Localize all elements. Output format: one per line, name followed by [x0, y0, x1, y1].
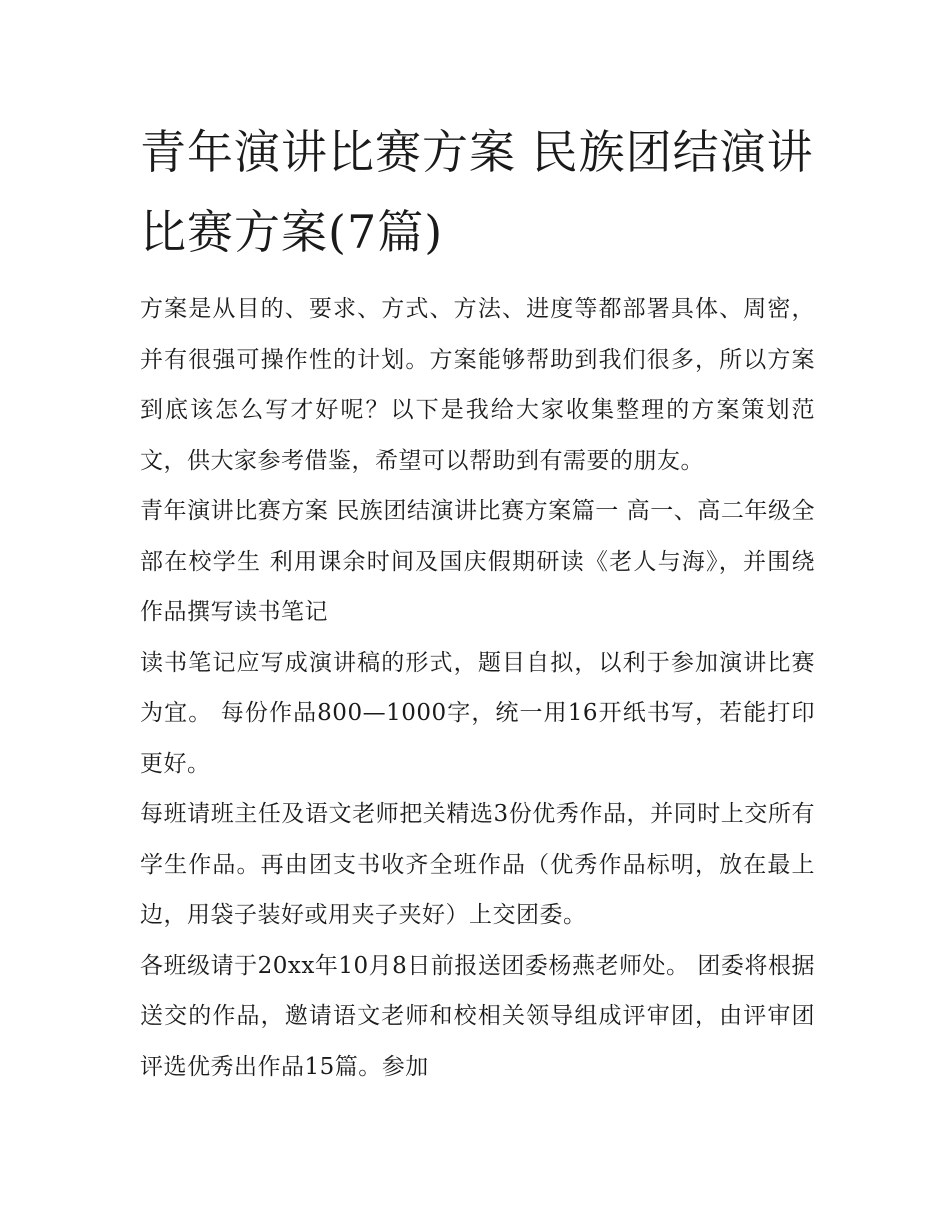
document-page — [140, 112, 815, 1092]
paragraph-deadline: 各班级请于20xx年10月8日前报送团委杨燕老师处。 团委将根据送交的作品，邀请语文老师和校相关领导组成评审团，由评审团评选优秀出作品15篇。参加 — [140, 952, 815, 1080]
document-title: 青年演讲比赛方案 民族团结演讲比赛方案(7篇) — [140, 125, 814, 259]
paragraph-class-selection: 每班请班主任及语文老师把关精选3份优秀作品，并同时上交所有学生作品。再由团支书收齐全班作品（优秀作品标明，放在最上边，用袋子装好或用夹子夹好）上交团委。 — [140, 801, 815, 928]
paragraph-intro: 方案是从目的、要求、方式、方法、进度等都部署具体、周密，并有很强可操作性的计划。方案能够帮助到我们很多，所以方案到底该怎么写才好呢？以下是我给大家收集整理的方案策划范文，供大家参考借鉴，希望可以帮助到有需要的朋友。 — [140, 296, 815, 474]
document-body — [140, 284, 815, 1092]
paragraph-reading-notes: 读书笔记应写成演讲稿的形式，题目自拟，以利于参加演讲比赛为宜。 每份作品800—1000字，统一用16开纸书写，若能打印更好。 — [140, 649, 815, 777]
paragraph-section-one: 青年演讲比赛方案 民族团结演讲比赛方案篇一 高一、高二年级全部在校学生 利用课余时间及国庆假期研读《老人与海》，并围绕作品撰写读书笔记 — [140, 498, 815, 625]
